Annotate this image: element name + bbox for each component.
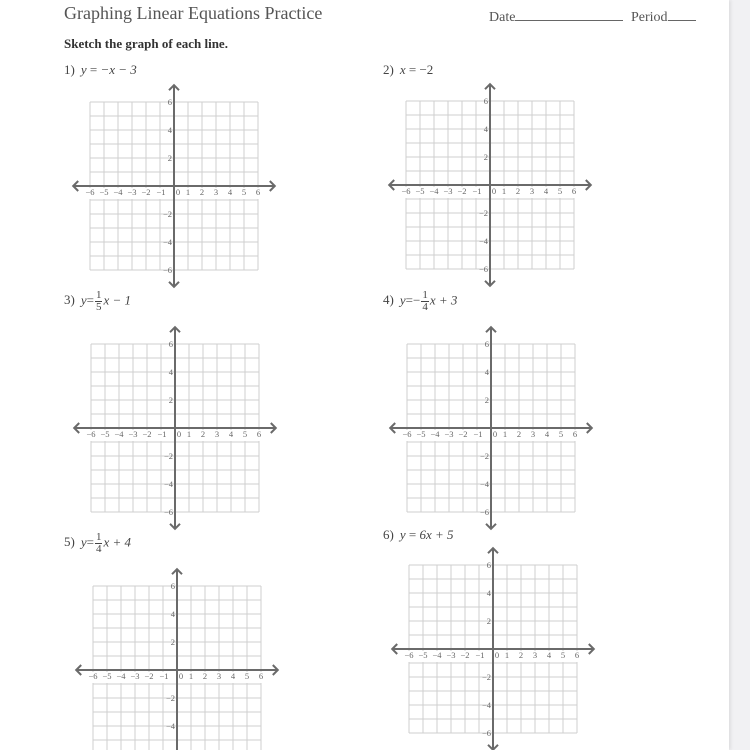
x-tick-label: 4	[543, 186, 549, 196]
equation-lhs: y	[399, 292, 406, 308]
x-tick-label: −3	[444, 429, 454, 439]
x-tick-label: −3	[128, 429, 138, 439]
x-tick-label: −5	[99, 187, 109, 197]
y-tick-label: 2	[168, 395, 173, 405]
x-tick-label: −5	[415, 186, 425, 196]
x-tick-label: −1	[156, 187, 166, 197]
y-tick-label: −2	[165, 693, 175, 703]
equation-equals: =	[405, 292, 413, 308]
x-tick-label: 1	[185, 187, 191, 197]
y-tick-label: −4	[163, 479, 173, 489]
x-tick-label: 1	[186, 429, 192, 439]
x-tick-label: 1	[504, 650, 510, 660]
y-tick-label: 6	[167, 97, 172, 107]
y-tick-label: 6	[486, 560, 491, 570]
x-tick-label: 2	[518, 650, 524, 660]
equation-lhs: y	[80, 62, 87, 77]
x-tick-label: 4	[227, 187, 233, 197]
x-tick-label: −4	[430, 429, 440, 439]
x-tick-label: −5	[416, 429, 426, 439]
x-tick-label: −2	[458, 429, 468, 439]
y-tick-label: 2	[484, 395, 489, 405]
x-tick-label: −6	[404, 650, 414, 660]
fraction-numerator: 1	[95, 289, 102, 301]
x-tick-label: 0	[494, 650, 500, 660]
fraction-numerator: 1	[422, 289, 428, 301]
problem-number: 5)	[64, 534, 75, 550]
equation-rest: x + 4	[103, 534, 132, 550]
x-tick-label: 0	[175, 187, 181, 197]
x-tick-label: 4	[230, 671, 236, 681]
y-tick-label: −4	[481, 700, 491, 710]
equation-equals: =	[408, 527, 417, 542]
x-tick-label: 2	[200, 429, 206, 439]
y-tick-label: 6	[168, 339, 173, 349]
x-tick-label: 1	[501, 186, 507, 196]
y-tick-label: −6	[162, 265, 172, 275]
x-tick-label: −2	[144, 671, 154, 681]
y-tick-label: 2	[167, 153, 172, 163]
x-tick-label: 3	[216, 671, 222, 681]
x-tick-label: 2	[199, 187, 205, 197]
equation-lhs: x	[399, 62, 406, 77]
y-tick-label: −6	[481, 728, 491, 738]
x-tick-label: −3	[130, 671, 140, 681]
x-tick-label: 5	[242, 429, 248, 439]
x-tick-label: 4	[228, 429, 234, 439]
equation-rhs: −x − 3	[100, 62, 137, 77]
y-tick-label: 2	[483, 152, 488, 162]
x-tick-label: −1	[472, 186, 482, 196]
x-tick-label: 5	[557, 186, 563, 196]
equation-rhs: 6x + 5	[419, 527, 454, 542]
x-tick-label: −3	[443, 186, 453, 196]
x-tick-label: 6	[258, 671, 264, 681]
x-tick-label: 3	[529, 186, 535, 196]
y-tick-label: −6	[478, 264, 488, 274]
y-tick-label: −4	[479, 479, 489, 489]
y-tick-label: 6	[483, 96, 488, 106]
y-tick-label: 2	[170, 637, 175, 647]
x-tick-label: 5	[244, 671, 250, 681]
x-tick-label: −4	[113, 187, 123, 197]
x-tick-label: 3	[214, 429, 220, 439]
x-tick-label: −4	[432, 650, 442, 660]
equation-equals: =	[408, 62, 417, 77]
x-tick-label: 0	[492, 429, 498, 439]
x-tick-label: 6	[571, 186, 577, 196]
y-tick-label: 4	[168, 367, 173, 377]
y-tick-label: 4	[167, 125, 172, 135]
x-tick-label: −2	[141, 187, 151, 197]
y-tick-label: 4	[483, 124, 488, 134]
x-tick-label: 0	[178, 671, 184, 681]
x-tick-label: 3	[532, 650, 538, 660]
x-tick-label: −6	[85, 187, 95, 197]
equation-equals: =	[86, 534, 94, 550]
problem-number: 1)	[64, 62, 75, 77]
x-tick-label: −3	[446, 650, 456, 660]
x-tick-label: 5	[560, 650, 566, 660]
equation-rest: x − 1	[103, 292, 132, 308]
x-tick-label: −2	[457, 186, 467, 196]
period-label: Period	[631, 10, 668, 25]
y-tick-label: −2	[478, 208, 488, 218]
x-tick-label: −5	[102, 671, 112, 681]
x-tick-label: 5	[558, 429, 564, 439]
date-label: Date	[489, 10, 516, 25]
fraction-denominator: 4	[422, 301, 428, 313]
y-tick-label: −6	[163, 507, 173, 517]
problem-number: 4)	[383, 292, 394, 308]
x-tick-label: −6	[88, 671, 98, 681]
equation-equals: =	[86, 292, 94, 308]
problem-number: 2)	[383, 62, 394, 77]
equation-rest: x + 3	[429, 292, 458, 308]
fraction-denominator: 5	[95, 301, 102, 313]
x-tick-label: −4	[116, 671, 126, 681]
x-tick-label: 2	[516, 429, 522, 439]
x-tick-label: 0	[491, 186, 497, 196]
y-tick-label: 4	[484, 367, 489, 377]
x-tick-label: −6	[86, 429, 96, 439]
y-tick-label: 4	[486, 588, 491, 598]
x-tick-label: 0	[176, 429, 182, 439]
x-tick-label: 5	[241, 187, 247, 197]
x-tick-label: 1	[502, 429, 508, 439]
problem-number: 6)	[383, 527, 394, 542]
y-tick-label: 6	[484, 339, 489, 349]
fraction-numerator: 1	[95, 531, 102, 543]
x-tick-label: −5	[100, 429, 110, 439]
x-tick-label: −5	[418, 650, 428, 660]
x-tick-label: −1	[473, 429, 483, 439]
x-tick-label: −2	[142, 429, 152, 439]
x-tick-label: 2	[202, 671, 208, 681]
equation-lhs: y	[80, 534, 87, 550]
y-tick-label: −2	[479, 451, 489, 461]
equation-lhs: y	[80, 292, 87, 308]
y-tick-label: 4	[170, 609, 175, 619]
x-tick-label: −1	[157, 429, 167, 439]
x-tick-label: 6	[256, 429, 262, 439]
instructions: Sketch the graph of each line.	[64, 36, 228, 51]
worksheet-title: Graphing Linear Equations Practice	[64, 3, 323, 23]
equation-rhs: −2	[419, 62, 434, 77]
y-tick-label: −6	[479, 507, 489, 517]
x-tick-label: 2	[515, 186, 521, 196]
x-tick-label: 6	[572, 429, 578, 439]
x-tick-label: −6	[402, 429, 412, 439]
x-tick-label: 3	[530, 429, 536, 439]
x-tick-label: −1	[159, 671, 169, 681]
x-tick-label: −3	[127, 187, 137, 197]
equation-sign: −	[412, 292, 421, 308]
x-tick-label: −1	[475, 650, 485, 660]
x-tick-label: 6	[574, 650, 580, 660]
y-tick-label: −4	[478, 236, 488, 246]
x-tick-label: −2	[460, 650, 470, 660]
x-tick-label: −6	[401, 186, 411, 196]
y-tick-label: −2	[163, 451, 173, 461]
x-tick-label: 4	[546, 650, 552, 660]
y-tick-label: 6	[170, 581, 175, 591]
fraction-denominator: 4	[95, 543, 102, 555]
x-tick-label: −4	[114, 429, 124, 439]
x-tick-label: 4	[544, 429, 550, 439]
equation-lhs: y	[399, 527, 406, 542]
y-tick-label: −4	[162, 237, 172, 247]
equation-equals: =	[89, 62, 98, 77]
x-tick-label: 6	[255, 187, 261, 197]
y-tick-label: 2	[486, 616, 491, 626]
x-tick-label: 3	[213, 187, 219, 197]
y-tick-label: −2	[481, 672, 491, 682]
x-tick-label: 1	[188, 671, 194, 681]
x-tick-label: −4	[429, 186, 439, 196]
y-tick-label: −2	[162, 209, 172, 219]
y-tick-label: −4	[165, 721, 175, 731]
problem-number: 3)	[64, 292, 75, 308]
